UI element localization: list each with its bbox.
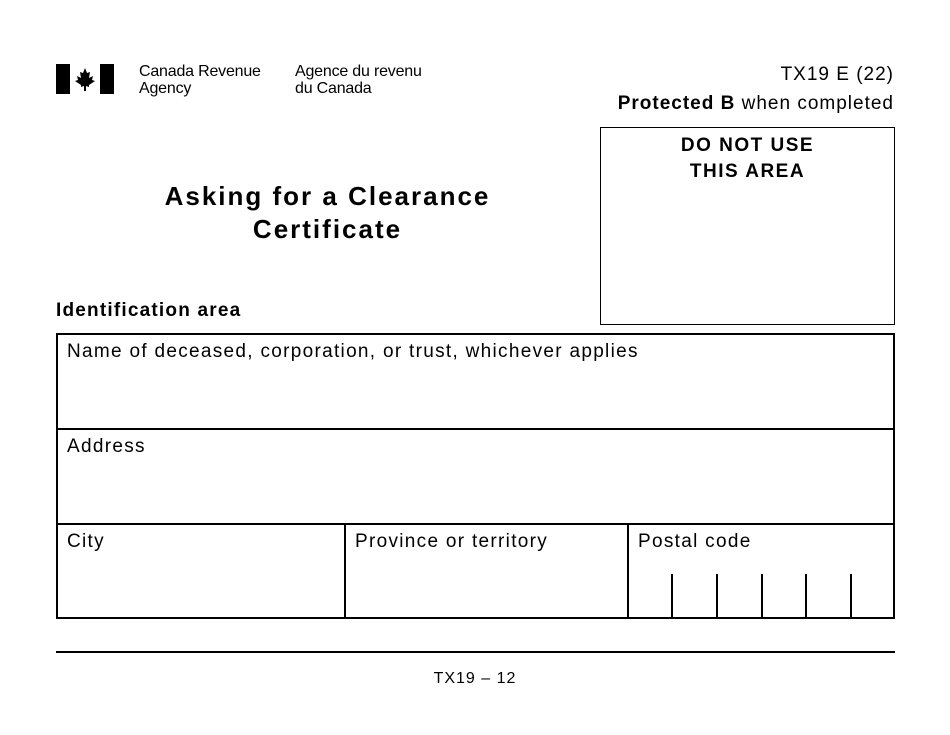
name-label: Name of deceased, corporation, or trust, whichever applies [67,341,639,362]
name-field[interactable] [58,335,893,429]
postal-tick [805,574,807,617]
reserved-line2: THIS AREA [689,161,806,182]
footer-rule [56,651,895,653]
title-line2: Certificate [252,214,403,244]
protected-suffix: when completed [735,93,894,114]
title-line1: Asking for a Clearance [164,181,491,211]
page-number: TX19 – 12 [433,670,517,687]
address-field[interactable] [58,430,893,524]
postal-tick [761,574,763,617]
postal-tick [671,574,673,617]
city-field[interactable] [58,525,344,617]
reserved-area-box [600,127,895,325]
protection-level [618,93,894,115]
province-field[interactable] [346,525,627,617]
postal-label: Postal code [638,531,752,552]
section-heading: Identification area [56,300,242,321]
agency-name-en [139,63,261,97]
canada-flag-logo [56,64,114,94]
page-title [110,180,545,246]
agency-name-fr [295,63,422,97]
address-label: Address [67,436,146,457]
reserved-line1: DO NOT USE [680,135,815,156]
postal-tick [716,574,718,617]
agency-fr-line2: du Canada [295,80,372,97]
city-label: City [67,531,105,552]
province-label: Province or territory [355,531,549,552]
agency-en-line2: Agency [139,80,192,97]
agency-fr-line1: Agence du revenu [295,63,422,80]
identification-form [56,333,895,619]
form-number: TX19 E (22) [780,64,894,85]
protected-label: Protected B [617,93,736,114]
postal-tick [850,574,852,617]
agency-en-line1: Canada Revenue [139,63,261,80]
